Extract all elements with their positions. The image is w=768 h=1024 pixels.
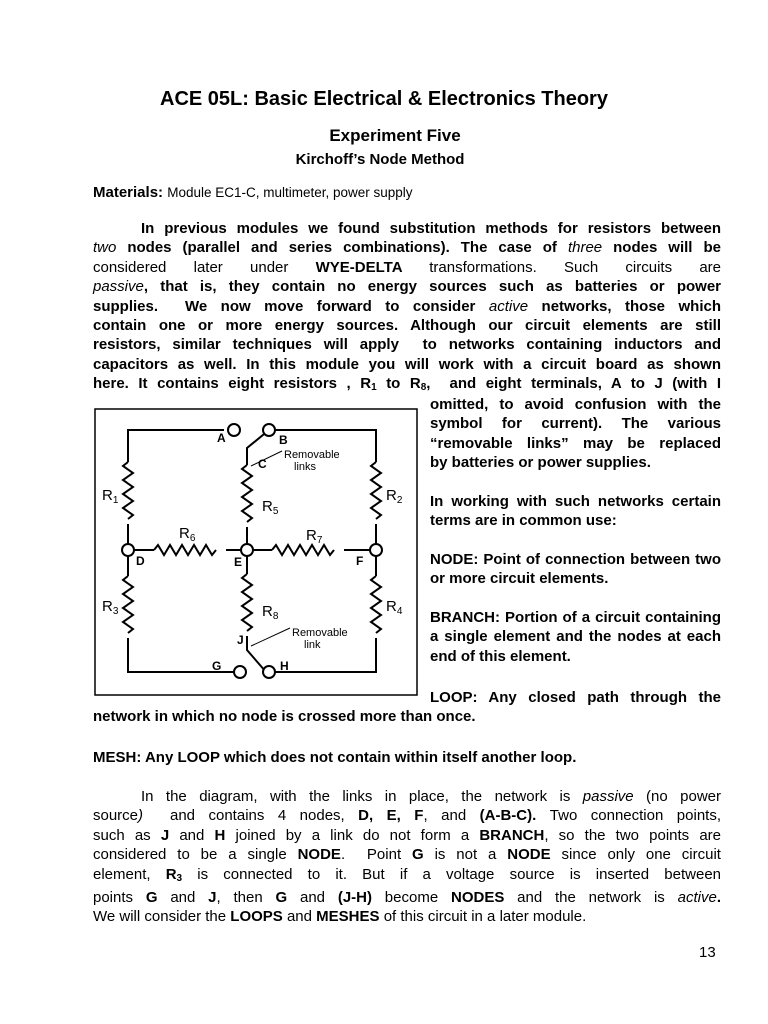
materials-text: Module EC1-C, multimeter, power supply [167, 185, 413, 200]
node-d [122, 544, 134, 556]
mesh-def-text: which does not contain within itself another loop. [219, 749, 577, 766]
label-r8: $R_8$ [262, 603, 279, 622]
callout-top-1: Removable [284, 449, 340, 461]
experiment-heading: Experiment Five [329, 126, 461, 145]
node-e [241, 544, 253, 556]
definition-mesh [93, 749, 576, 766]
terminal-b [263, 424, 275, 436]
page-title: ACE 05L: Basic Electrical & Electronics Theory [160, 88, 608, 110]
label-r7: $R_7$ [306, 527, 323, 546]
label-e: E [234, 555, 243, 569]
materials-line [93, 184, 413, 201]
node-f [370, 544, 382, 556]
label-h: H [280, 659, 289, 673]
callout-bottom-2: link [304, 639, 321, 651]
definition-node [430, 550, 721, 589]
definition-node-text: : Point of connection between two or more circuit elements. [430, 551, 721, 588]
label-r6: $R_6$ [179, 525, 196, 544]
term-node: NODE [430, 551, 474, 568]
paragraph-intro: In previous modules we found substitution methods for resistors between two nodes (parallel and series combinations). The case of three nodes will be considered later under WYE-DELTA transformations. Such circuits are passive, that is, they contain no energy sources such as batteries or power supplies. We now move forward to consider active networks, those which contain one or more energy sources. Although our circuit elements are still resistors, similar techniques will apply to networks containing inductors and capacitors as well. In this module you will work with a circuit board as shown here. It contains eight resistors , $R_1$ to $R_8$, and eight terminals, A to J (with I [93, 220, 721, 394]
label-r5: $R_5$ [262, 498, 279, 517]
terminal-g [234, 666, 246, 678]
page-number: 13 [699, 944, 716, 961]
diagram-frame [95, 409, 417, 695]
callout-top-2: links [294, 461, 317, 473]
label-f: F [356, 554, 364, 568]
terminal-h [263, 666, 275, 678]
definitions-intro: In working with such networks certain terms are in common use: [430, 493, 721, 530]
definition-branch-text: : Portion of a circuit containing a single element and the nodes at each end of this element. [430, 609, 721, 665]
label-d: D [136, 554, 145, 568]
mesh-prefix: MESH: Any [93, 749, 178, 766]
paragraph-intro-continued: omitted, to avoid confusion with the symbol for current). The various “removable links” may be replaced by batteries or power supplies. [430, 396, 721, 472]
label-c: C [258, 457, 267, 471]
circuit-diagram [94, 408, 418, 696]
materials-label: Materials: [93, 184, 164, 201]
label-r4: $R_4$ [386, 598, 403, 617]
paragraph-diagram-explanation: In the diagram, with the links in place, the network is passive (no power source) and contains 4 nodes, D, E, F, and (A-B-C). Two connection points, such as J and H joined by a link do not form a BRANCH, so the two points are considered to be a single NODE. Point G is not a NODE since only one circuit element, $R_3$ is connected to it. But if a voltage source is inserted between points G and J, then G and (J-H) become NODES and the network is active. We will consider the LOOPS and MESHES of this circuit in a later module. [93, 788, 722, 926]
term-branch: BRANCH [430, 609, 495, 626]
label-j: J [237, 633, 244, 647]
label-r2: $R_2$ [386, 487, 403, 506]
terminal-a [228, 424, 240, 436]
term-mesh-loop: LOOP [177, 749, 220, 766]
callout-bottom-1: Removable [292, 627, 348, 639]
definition-branch [430, 608, 721, 666]
label-r1: $R_1$ [102, 487, 119, 506]
label-r3: $R_3$ [102, 598, 119, 617]
definition-loop-end: network in which no node is crossed more than once. [93, 708, 476, 725]
label-g: G [212, 659, 222, 673]
label-a: A [217, 431, 226, 445]
label-b: B [279, 433, 288, 447]
definition-loop-start: LOOP: Any closed path through the [430, 689, 721, 706]
experiment-subtitle: Kirchoff’s Node Method [295, 151, 465, 168]
